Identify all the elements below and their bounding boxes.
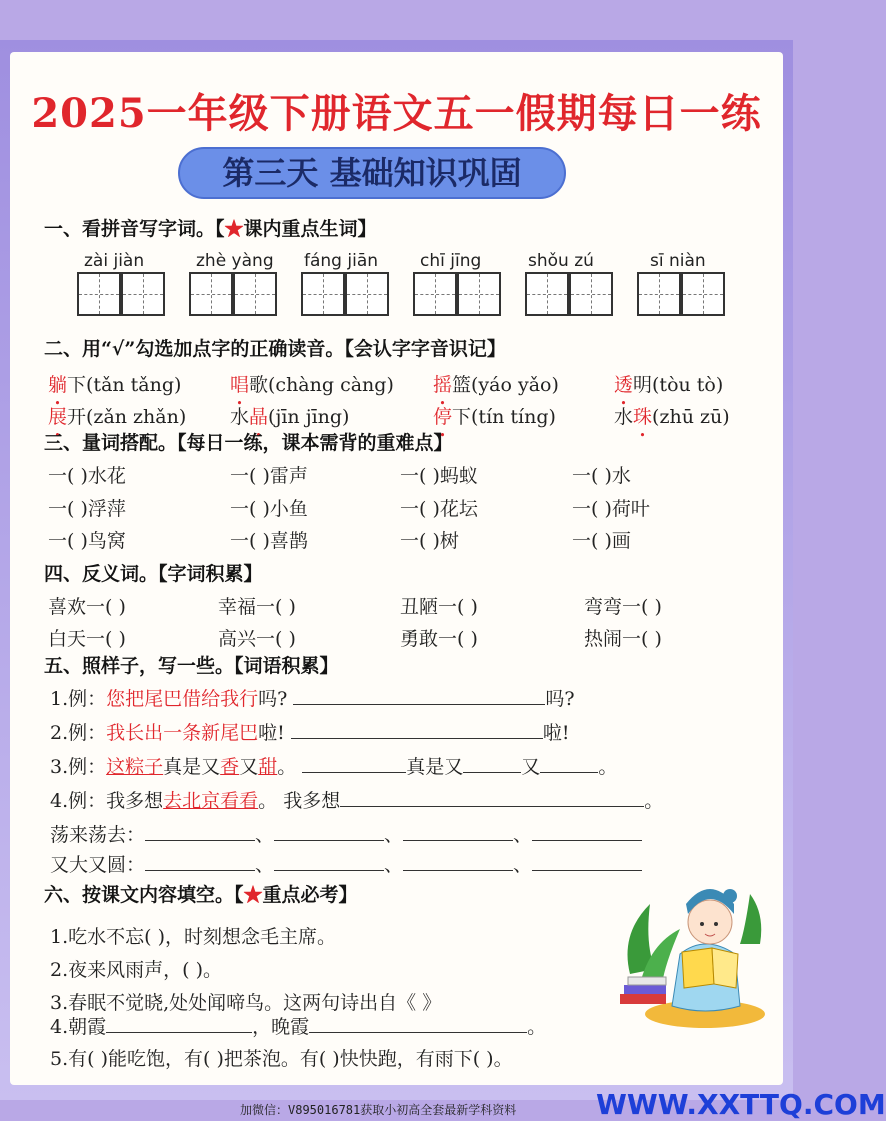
answer-blank[interactable] <box>532 852 642 871</box>
answer-blank[interactable] <box>463 754 521 773</box>
measure-word-item[interactable]: 一( )水 <box>572 465 631 487</box>
pinyin-6: sī niàn <box>650 251 706 271</box>
section-1-tag: 课内重点生词】 <box>243 218 377 240</box>
writing-box[interactable] <box>525 272 569 316</box>
reading-item-5[interactable] <box>48 402 186 429</box>
writing-box[interactable] <box>457 272 501 316</box>
plain-char: 水 <box>230 406 250 428</box>
example-label: 3.例： <box>50 756 107 778</box>
measure-word-item[interactable]: 一( )水花 <box>48 465 126 487</box>
example-line-3 <box>50 752 617 779</box>
footer-note: 加微信：V895016781获取小初高全套最新学科资料 <box>240 1103 517 1117</box>
fill-line-2[interactable]: 2.夜来风雨声，( )。 <box>50 959 222 981</box>
measure-word-item[interactable]: 一( )喜鹊 <box>230 530 308 552</box>
section-1-title: 一、看拼音写字词。【 <box>44 218 225 240</box>
word-pattern-label: 荡来荡去： <box>50 824 146 846</box>
plain-char: 水 <box>614 406 634 428</box>
answer-text: 又 <box>521 756 541 778</box>
day-banner: 第三天 基础知识巩固 <box>178 147 566 199</box>
reading-item-8[interactable] <box>614 402 730 429</box>
reading-options: 下(tín tíng) <box>452 406 556 428</box>
antonym-item[interactable]: 白天一( ) <box>48 628 126 650</box>
antonym-item[interactable]: 弯弯一( ) <box>584 596 662 618</box>
antonym-item[interactable]: 喜欢一( ) <box>48 596 126 618</box>
answer-blank[interactable] <box>291 720 543 739</box>
antonym-item[interactable]: 勇敢一( ) <box>400 628 478 650</box>
antonym-item[interactable]: 高兴一( ) <box>218 628 296 650</box>
section-4-heading <box>44 559 263 586</box>
page-title: 2025一年级下册语文五一假期每日一练 <box>31 90 762 137</box>
pinyin-2: zhè yàng <box>196 251 274 271</box>
answer-blank[interactable] <box>532 822 642 841</box>
open-book-shape <box>712 948 738 988</box>
reading-item-7[interactable] <box>433 402 556 429</box>
answer-blank[interactable] <box>106 1014 252 1033</box>
writing-box[interactable] <box>77 272 121 316</box>
answer-text: 真是又 <box>406 756 464 778</box>
reading-item-1[interactable] <box>48 370 181 397</box>
answer-blank[interactable] <box>145 822 255 841</box>
fill-label: 4.朝霞 <box>50 1016 107 1038</box>
fill-label: ，晚霞 <box>252 1016 310 1038</box>
word-pattern-label: 又大又圆： <box>50 854 146 876</box>
dotted-char: 透 <box>614 374 634 396</box>
example-text: 我长出一条新尾巴 <box>106 722 259 744</box>
example-label: 2.例： <box>50 722 107 744</box>
example-label: 1.例： <box>50 688 107 710</box>
example-text: 您把尾巴借给我行 <box>106 688 259 710</box>
dotted-char: 躺 <box>48 374 68 396</box>
book-stack-shape <box>620 994 666 1004</box>
section-4-title-end: 】 <box>243 563 263 585</box>
dotted-char: 晶 <box>249 406 269 428</box>
pinyin-1: zài jiàn <box>84 251 145 271</box>
answer-blank[interactable] <box>403 852 513 871</box>
measure-word-item[interactable]: 一( )雷声 <box>230 465 308 487</box>
leaf-shape <box>740 894 761 944</box>
dotted-char: 摇 <box>433 374 453 396</box>
reading-options: 篮(yáo yǎo) <box>452 374 559 396</box>
antonym-item[interactable]: 丑陋一( ) <box>400 596 478 618</box>
answer-suffix: 。 <box>644 790 664 812</box>
answer-blank[interactable] <box>540 754 598 773</box>
dotted-char: 展 <box>48 406 68 428</box>
reading-item-4[interactable] <box>614 370 723 397</box>
section-6-tag: 重点必考】 <box>262 884 358 906</box>
example-line-1 <box>50 684 575 711</box>
separator: 、 <box>255 854 275 876</box>
child-reading-illustration <box>610 874 770 1034</box>
reading-item-3[interactable] <box>433 370 559 397</box>
section-5-title: 五、照样子，写一些。【词语积累】 <box>44 655 339 677</box>
hat-bun-shape <box>723 889 737 903</box>
footer-website[interactable]: WWW.XXTTQ.COM <box>596 1088 886 1121</box>
fill-line-5[interactable]: 5.有( )能吃饱，有( )把茶泡。有( )快快跑，有雨下( )。 <box>50 1048 513 1070</box>
writing-box[interactable] <box>413 272 457 316</box>
book-stack-shape <box>624 985 666 994</box>
reading-options: 下(tǎn tǎng) <box>67 374 182 396</box>
writing-box[interactable] <box>233 272 277 316</box>
open-book-shape <box>682 948 714 988</box>
measure-word-item[interactable]: 一( )树 <box>400 530 459 552</box>
example-text: 这粽子 <box>106 756 164 778</box>
reading-options: (jīn jīng) <box>268 406 350 428</box>
pinyin-5: shǒu zú <box>528 251 594 271</box>
example-text: 真是又 <box>163 756 221 778</box>
dotted-char: 停 <box>433 406 453 428</box>
section-4-title: 四、反义词。【字词积累 <box>44 563 244 585</box>
book-stack-shape <box>628 977 666 985</box>
reading-options: 开(zǎn zhǎn) <box>67 406 187 428</box>
example-line-5 <box>50 820 642 847</box>
reading-item-6[interactable] <box>230 402 349 429</box>
measure-word-item[interactable]: 一( )荷叶 <box>572 498 650 520</box>
section-3-title: 三、量词搭配。【每日一练，课本需背的重难点】 <box>44 432 453 454</box>
fill-line-1[interactable]: 1.吃水不忘( )，时刻想念毛主席。 <box>50 926 336 948</box>
answer-blank[interactable] <box>403 822 513 841</box>
pinyin-4: chī jīng <box>420 251 482 271</box>
writing-box[interactable] <box>301 272 345 316</box>
section-5-heading <box>44 651 339 678</box>
separator: 、 <box>513 854 533 876</box>
measure-word-item[interactable]: 一( )蚂蚁 <box>400 465 478 487</box>
writing-box[interactable] <box>189 272 233 316</box>
face-shape <box>688 900 732 944</box>
eye-shape <box>700 922 704 926</box>
eye-shape <box>714 922 718 926</box>
writing-box[interactable] <box>569 272 613 316</box>
measure-word-item[interactable]: 一( )鸟窝 <box>48 530 126 552</box>
section-3-heading <box>44 428 453 455</box>
section-2-title: 二、用“√”勾选加点字的正确读音。【会认字字音识记】 <box>44 338 506 360</box>
star-icon: ★ <box>243 884 263 906</box>
pinyin-3: fáng jiān <box>304 251 379 271</box>
reading-options: (zhū zū) <box>652 406 730 428</box>
example-line-6 <box>50 850 642 877</box>
example-line-2 <box>50 718 569 745</box>
fill-line-4 <box>50 1012 546 1039</box>
section-2-heading <box>44 334 506 361</box>
answer-suffix: 吗? <box>545 688 575 710</box>
example-suffix: 。 我多想 <box>258 790 341 812</box>
answer-blank[interactable] <box>274 822 384 841</box>
example-text: 香 <box>220 756 240 778</box>
reading-options: 歌(chàng càng) <box>249 374 394 396</box>
example-text: 又 <box>239 756 259 778</box>
answer-blank[interactable] <box>274 852 384 871</box>
measure-word-item[interactable]: 一( )浮萍 <box>48 498 126 520</box>
reading-options: 明(tòu tò) <box>633 374 724 396</box>
example-label: 4.例：我多想 <box>50 790 164 812</box>
example-text: 去北京看看 <box>163 790 259 812</box>
fill-label: 。 <box>527 1016 547 1038</box>
separator: 、 <box>255 824 275 846</box>
dotted-char: 珠 <box>633 406 653 428</box>
example-suffix: 啦! <box>258 722 285 744</box>
separator: 、 <box>384 824 404 846</box>
answer-blank[interactable] <box>293 686 545 705</box>
answer-suffix: 啦! <box>542 722 570 744</box>
section-6-title: 六、按课文内容填空。【 <box>44 884 244 906</box>
writing-box[interactable] <box>345 272 389 316</box>
measure-word-item[interactable]: 一( )花坛 <box>400 498 478 520</box>
example-text: 。 <box>277 756 297 778</box>
section-6-heading <box>44 880 358 907</box>
answer-blank[interactable] <box>145 852 255 871</box>
separator: 、 <box>384 854 404 876</box>
dotted-char: 唱 <box>230 374 250 396</box>
writing-box[interactable] <box>637 272 681 316</box>
answer-text: 。 <box>598 756 618 778</box>
example-suffix: 吗? <box>258 688 288 710</box>
writing-box[interactable] <box>121 272 165 316</box>
answer-blank[interactable] <box>340 788 644 807</box>
section-1-heading <box>44 214 377 241</box>
example-line-4 <box>50 786 663 813</box>
answer-blank[interactable] <box>302 754 406 773</box>
fill-line-3[interactable]: 3.春眠不觉晓,处处闻啼鸟。这两句诗出自《 》 <box>50 992 442 1014</box>
antonym-item[interactable]: 热闹一( ) <box>584 628 662 650</box>
antonym-item[interactable]: 幸福一( ) <box>218 596 296 618</box>
measure-word-item[interactable]: 一( )小鱼 <box>230 498 308 520</box>
measure-word-item[interactable]: 一( )画 <box>572 530 631 552</box>
reading-item-2[interactable] <box>230 370 394 397</box>
example-text: 甜 <box>258 756 278 778</box>
answer-blank[interactable] <box>309 1014 527 1033</box>
writing-box[interactable] <box>681 272 725 316</box>
star-icon: ★ <box>224 218 244 240</box>
separator: 、 <box>513 824 533 846</box>
